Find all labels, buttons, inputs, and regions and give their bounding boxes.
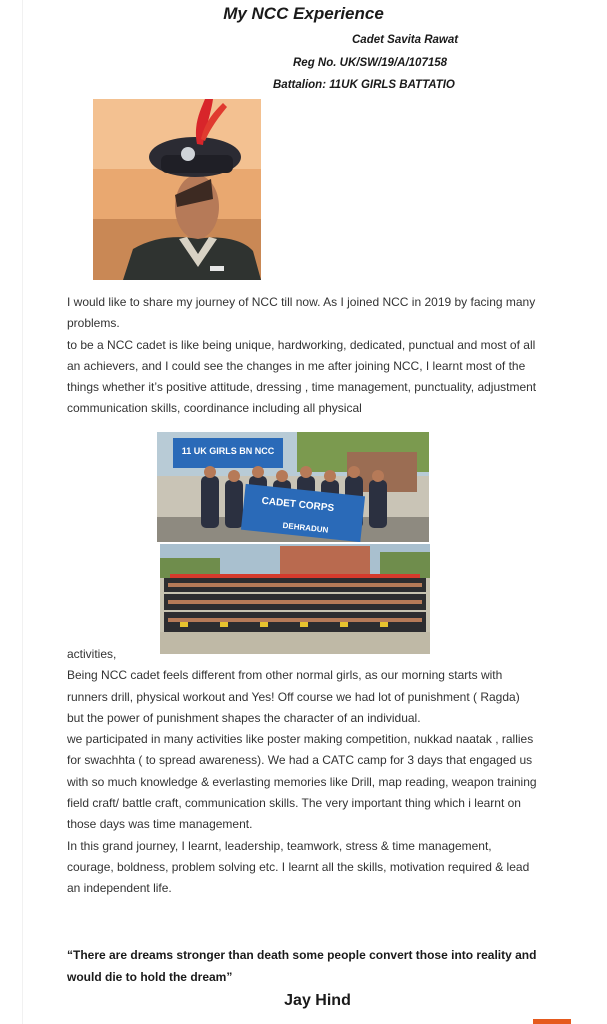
- paragraph-learnings: In this grand journey, I learnt, leadership, teamwork, stress & time management, courage, boldness, problem solving etc. I learnt all the skills, motivation required & lead an independent life.: [67, 838, 530, 896]
- sign-off: Jay Hind: [284, 992, 351, 1009]
- registration-number: Reg No. UK/SW/19/A/107158: [293, 57, 448, 69]
- accent-bar: [533, 1019, 571, 1024]
- group-photo-banner: [157, 432, 429, 542]
- banner-text-top: 11 UK GIRLS BN NCC: [181, 446, 275, 456]
- banner-text-city: DEHRADUN: [282, 520, 329, 535]
- banner-text-cadet-corps: CADET CORPS: [261, 495, 335, 515]
- cadet-name: Cadet Savita Rawat: [352, 34, 459, 46]
- paragraph-activities-word: activities,: [67, 647, 117, 661]
- paragraph-qualities: to be a NCC cadet is like being unique, hardworking, dedicated, punctual and most of all an achievers, and I could see the changes in me after joining NCC, I learnt most of the things whether it’s positive attitude, dressing , time management, punctuality, adjustment communication skills, coordinance including all physical: [67, 337, 537, 416]
- cadet-portrait-photo: [93, 99, 261, 280]
- group-photo-assembly: [160, 544, 430, 654]
- body-text-upper: [67, 292, 539, 420]
- page-title: My NCC Experience: [223, 4, 384, 23]
- paragraph-camp: we participated in many activities like poster making competition, nukkad naatak , rallies for swachhta ( to spread awareness). We had a CATC camp for 3 days that engaged us with so much knowledge & everlasting memories like Drill, map reading, weapon training field craft/ battle craft, communication skills. The very important thing which i learnt on those days was time management.: [67, 732, 537, 832]
- battalion-name: Battalion: 11UK GIRLS BATTATIO: [273, 79, 455, 91]
- body-text-lower: [67, 644, 539, 900]
- paragraph-daily-routine: Being NCC cadet feels different from other normal girls, as our morning starts with runners drill, physical workout and Yes! Off course we had lot of punishment ( Ragda) but the power of punishment shapes the character of an individual.: [67, 668, 520, 725]
- paragraph-intro: I would like to share my journey of NCC till now. As I joined NCC in 2019 by facing many problems.: [67, 295, 536, 331]
- closing-quote: “There are dreams stronger than death some people convert those into reality and would die to hold the dream”: [67, 948, 537, 984]
- page-edge-line: [22, 0, 23, 1024]
